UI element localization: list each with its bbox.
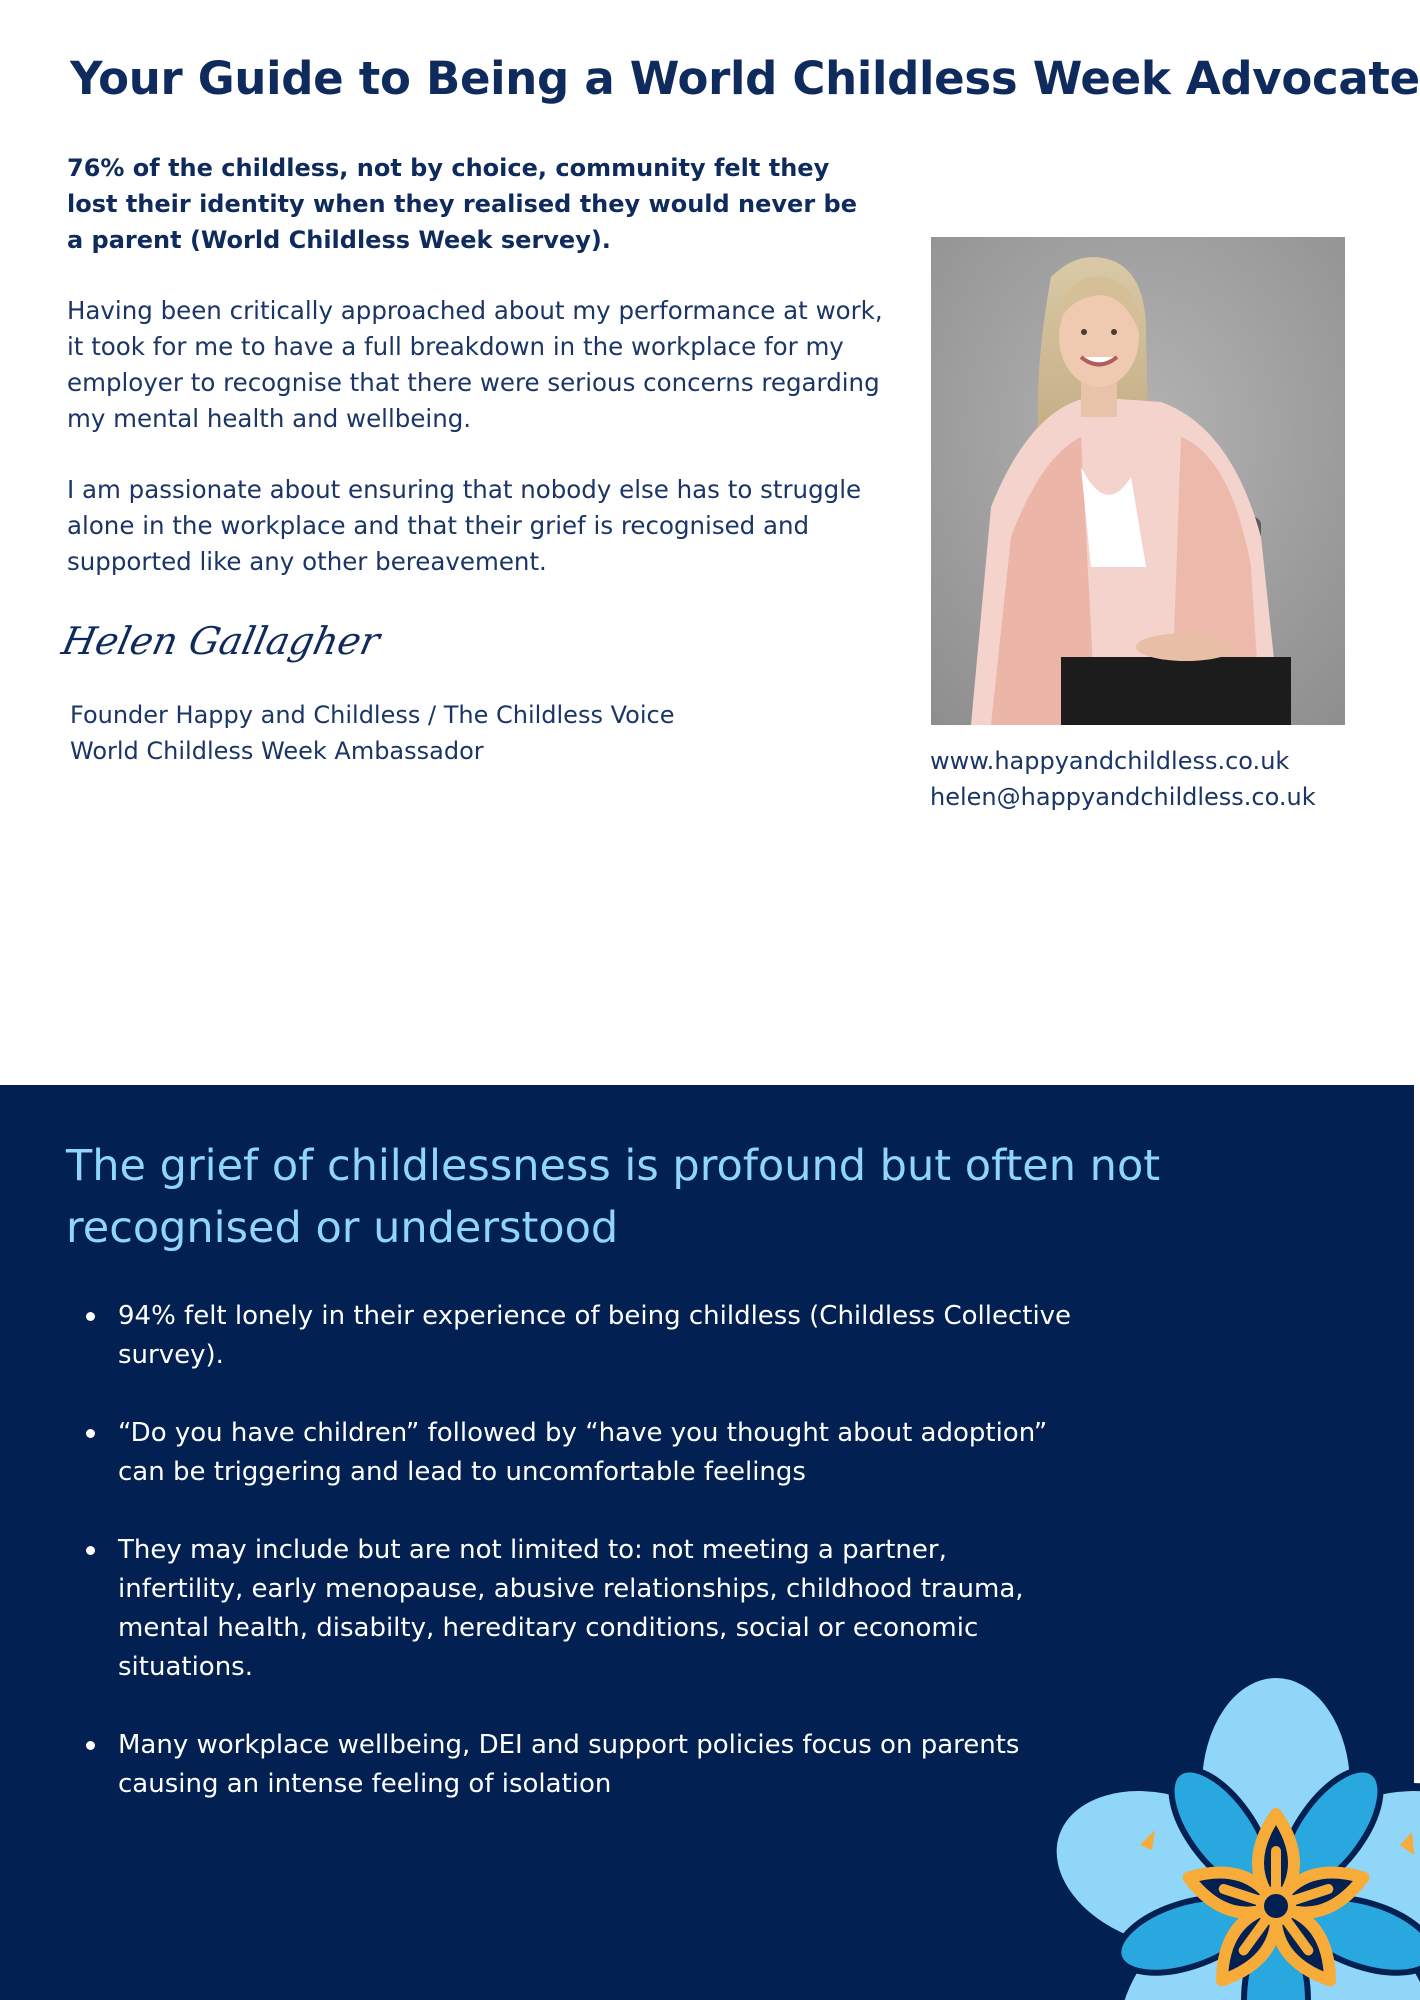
author-role: Founder Happy and Childless / The Childless Voice [70, 701, 675, 729]
page-title: Your Guide to Being a World Childless Week Advocate [70, 52, 1420, 105]
svg-text:Helen Gallagher: Helen Gallagher [57, 619, 384, 664]
grief-section [0, 1085, 1414, 2000]
author-role: World Childless Week Ambassador [70, 737, 484, 765]
contact-details [930, 743, 1316, 815]
bullet-icon [86, 1429, 95, 1438]
list-item: 94% felt lonely in their experience of being childless (Childless Collective survey). [66, 1297, 1076, 1375]
list-item: They may include but are not limited to: not meeting a partner, infertility, early menopause, abusive relationships, childhood trauma, mental health, disabilty, hereditary conditions, social or economic situations. [66, 1531, 1076, 1687]
author-roles [70, 697, 674, 769]
list-item: Many workplace wellbeing, DEI and support policies focus on parents causing an intense feeling of isolation [66, 1726, 1076, 1804]
bullet-icon [86, 1312, 95, 1321]
section-heading: The grief of childlessness is profound but often not recognised or understood [66, 1141, 1161, 1253]
website-link[interactable]: www.happyandchildless.co.uk [930, 747, 1290, 775]
author-photo [931, 237, 1345, 725]
signature [56, 598, 384, 688]
lead-statistic: 76% of the childless, not by choice, community felt they lost their identity when they realised they would never be a parent (World Childless Week servey). [67, 154, 857, 254]
bullet-icon [86, 1546, 95, 1555]
bullet-list [66, 1297, 1076, 1843]
list-item: “Do you have children” followed by “have you thought about adoption” can be triggering and lead to uncomfortable feelings [66, 1414, 1076, 1492]
bullet-icon [86, 1741, 95, 1750]
intro-paragraph: Having been critically approached about my performance at work, it took for me to have a full breakdown in the workplace for my employer to recognise that there were serious concerns regarding my mental health and wellbeing. [67, 296, 883, 433]
intro-paragraph: I am passionate about ensuring that nobody else has to struggle alone in the workplace and that their grief is recognised and supported like any other bereavement. [67, 475, 862, 576]
email-link[interactable]: helen@happyandchildless.co.uk [930, 783, 1316, 811]
flower-logo-icon [1040, 1670, 1414, 2000]
